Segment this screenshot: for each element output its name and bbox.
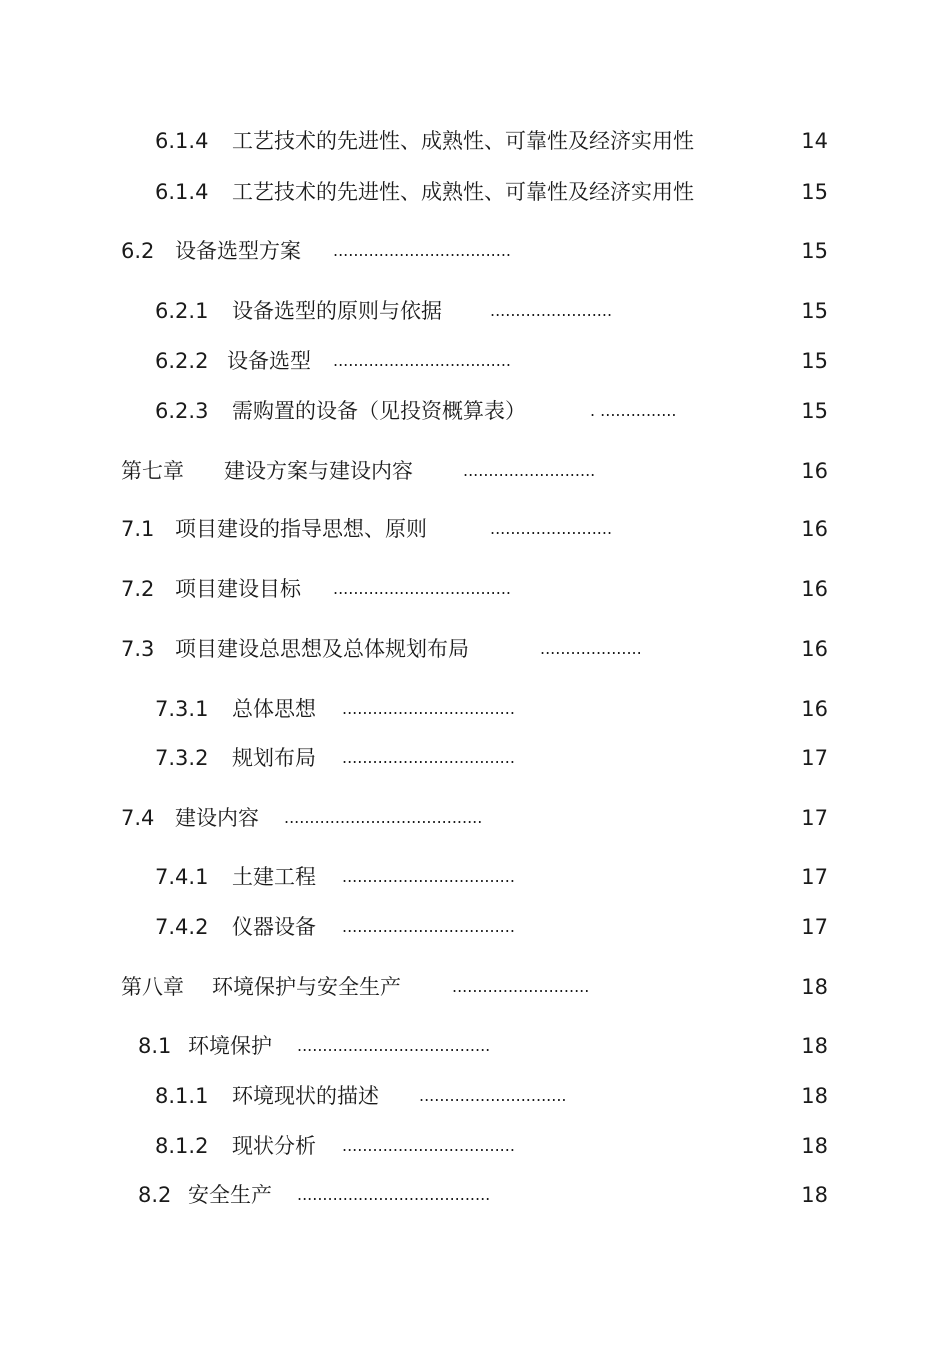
toc-entry-number: 7.4.1 bbox=[155, 865, 209, 889]
toc-entry bbox=[0, 456, 950, 486]
toc-entry bbox=[0, 912, 950, 942]
toc-entry-page: 14 bbox=[801, 129, 828, 153]
toc-entry-leader: ...................................... bbox=[297, 1036, 491, 1055]
toc-entry-page: 16 bbox=[801, 637, 828, 661]
toc-entry-page: 16 bbox=[801, 517, 828, 541]
toc-entry-title: 设备选型方案 bbox=[175, 239, 301, 263]
toc-entry-leader: .................... bbox=[540, 639, 642, 658]
toc-entry-leader: ................................... bbox=[333, 241, 512, 260]
toc-entry-title: 建设方案与建设内容 bbox=[224, 459, 413, 483]
toc-entry bbox=[0, 803, 950, 833]
toc-entry-title: 项目建设目标 bbox=[175, 577, 301, 601]
toc-entry bbox=[0, 574, 950, 604]
toc-entry-leader: ....................................... bbox=[284, 808, 483, 827]
toc-entry bbox=[0, 694, 950, 724]
toc-entry-title: 项目建设总思想及总体规划布局 bbox=[175, 637, 469, 661]
toc-entry-leader: ........................ bbox=[490, 301, 613, 320]
toc-entry bbox=[0, 1031, 950, 1061]
toc-entry-leader: .......................... bbox=[463, 461, 596, 480]
toc-entry bbox=[0, 1180, 950, 1210]
toc-entry bbox=[0, 236, 950, 266]
toc-entry-page: 17 bbox=[801, 865, 828, 889]
toc-entry-page: 18 bbox=[801, 975, 828, 999]
toc-entry-page: 15 bbox=[801, 399, 828, 423]
toc-entry bbox=[0, 862, 950, 892]
toc-entry bbox=[0, 972, 950, 1002]
toc-entry-leader: ............................. bbox=[419, 1086, 567, 1105]
toc-entry bbox=[0, 743, 950, 773]
toc-entry bbox=[0, 514, 950, 544]
toc-entry bbox=[0, 126, 950, 156]
toc-entry-title: 环境保护 bbox=[188, 1034, 272, 1058]
toc-entry-title: 环境保护与安全生产 bbox=[212, 975, 401, 999]
toc-entry-number: 6.2.3 bbox=[155, 399, 209, 423]
toc-entry-number: 7.3 bbox=[121, 637, 155, 661]
toc-entry bbox=[0, 1081, 950, 1111]
toc-entry-leader: ................................... bbox=[333, 579, 512, 598]
toc-entry-page: 16 bbox=[801, 577, 828, 601]
toc-entry-title: 建设内容 bbox=[175, 806, 259, 830]
toc-entry-number: 7.3.1 bbox=[155, 697, 209, 721]
toc-entry-page: 18 bbox=[801, 1183, 828, 1207]
toc-entry-title: 土建工程 bbox=[232, 865, 316, 889]
toc-entry-title: 总体思想 bbox=[232, 697, 316, 721]
toc-entry-leader: . ............... bbox=[590, 401, 677, 420]
toc-entry-page: 17 bbox=[801, 915, 828, 939]
toc-entry-number: 7.2 bbox=[121, 577, 155, 601]
toc-entry-title: 需购置的设备（见投资概算表） bbox=[232, 399, 526, 423]
toc-entry-leader: ........................ bbox=[490, 519, 613, 538]
toc-entry-leader: .................................. bbox=[342, 699, 515, 718]
toc-entry-number: 8.1.2 bbox=[155, 1134, 209, 1158]
toc-entry-leader: .................................. bbox=[342, 867, 515, 886]
toc-entry bbox=[0, 296, 950, 326]
toc-entry-title: 现状分析 bbox=[232, 1134, 316, 1158]
toc-entry bbox=[0, 634, 950, 664]
toc-entry bbox=[0, 346, 950, 376]
toc-entry-number: 8.1 bbox=[138, 1034, 172, 1058]
toc-entry-leader: ...................................... bbox=[297, 1185, 491, 1204]
toc-entry-leader: .................................. bbox=[342, 1136, 515, 1155]
toc-entry-title: 项目建设的指导思想、原则 bbox=[175, 517, 427, 541]
toc-entry-page: 15 bbox=[801, 299, 828, 323]
toc-entry-number: 6.2 bbox=[121, 239, 155, 263]
toc-entry bbox=[0, 1131, 950, 1161]
toc-entry-title: 仪器设备 bbox=[232, 915, 316, 939]
toc-entry-page: 18 bbox=[801, 1134, 828, 1158]
toc-entry bbox=[0, 396, 950, 426]
toc-entry-title: 工艺技术的先进性、成熟性、可靠性及经济实用性 bbox=[232, 180, 694, 204]
toc-entry-number: 6.2.1 bbox=[155, 299, 209, 323]
toc-entry-leader: .................................. bbox=[342, 748, 515, 767]
toc-entry-page: 16 bbox=[801, 459, 828, 483]
toc-entry-number: 第七章 bbox=[121, 459, 184, 483]
toc-entry-title: 环境现状的描述 bbox=[232, 1084, 379, 1108]
toc-entry-title: 设备选型 bbox=[227, 349, 311, 373]
toc-entry-number: 6.1.4 bbox=[155, 180, 209, 204]
toc-entry-number: 第八章 bbox=[121, 975, 184, 999]
toc-entry bbox=[0, 177, 950, 207]
toc-entry-page: 16 bbox=[801, 697, 828, 721]
toc-entry-title: 设备选型的原则与依据 bbox=[232, 299, 442, 323]
toc-entry-page: 15 bbox=[801, 239, 828, 263]
toc-entry-title: 安全生产 bbox=[188, 1183, 272, 1207]
toc-entry-page: 18 bbox=[801, 1034, 828, 1058]
toc-entry-title: 工艺技术的先进性、成熟性、可靠性及经济实用性 bbox=[232, 129, 694, 153]
toc-entry-page: 18 bbox=[801, 1084, 828, 1108]
toc-entry-number: 7.4 bbox=[121, 806, 155, 830]
toc-entry-page: 17 bbox=[801, 746, 828, 770]
toc-entry-number: 7.3.2 bbox=[155, 746, 209, 770]
toc-entry-page: 17 bbox=[801, 806, 828, 830]
toc-entry-leader: ................................... bbox=[333, 351, 512, 370]
toc-entry-page: 15 bbox=[801, 180, 828, 204]
toc-entry-number: 7.4.2 bbox=[155, 915, 209, 939]
toc-entry-leader: ........................... bbox=[452, 977, 590, 996]
toc-entry-number: 6.1.4 bbox=[155, 129, 209, 153]
toc-entry-leader: .................................. bbox=[342, 917, 515, 936]
toc-entry-page: 15 bbox=[801, 349, 828, 373]
toc-entry-number: 8.2 bbox=[138, 1183, 172, 1207]
toc-entry-title: 规划布局 bbox=[232, 746, 316, 770]
toc-entry-number: 6.2.2 bbox=[155, 349, 209, 373]
toc-entry-number: 8.1.1 bbox=[155, 1084, 209, 1108]
toc-entry-number: 7.1 bbox=[121, 517, 155, 541]
